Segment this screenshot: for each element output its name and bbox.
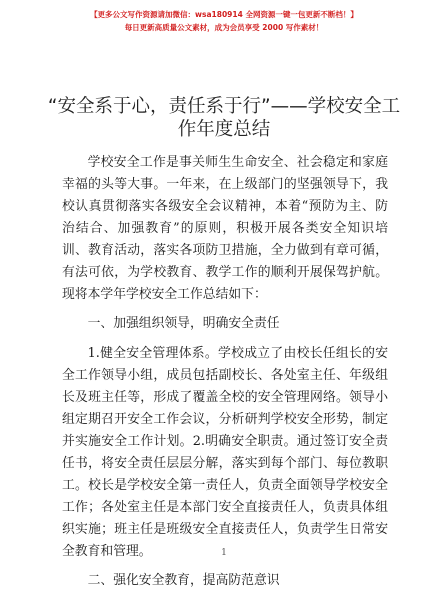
promo-banner bbox=[0, 8, 448, 34]
section-heading-1: 一、加强组织领导，明确安全责任 bbox=[87, 316, 280, 331]
promo-line-2: 每日更新高质量公文素材，成为会员享受 2000 写作素材！ bbox=[124, 23, 324, 32]
intro-paragraph: 学校安全工作是事关师生生命安全、社会稳定和家庭幸福的头等大事。一年来，在上级部门的坚强领导下，我校认真贯彻落实各级安全会议精神，本着“预防为主、防治结合、加强教育”的原则，积极开展各类安全知识培训、教育活动，落实各项防卫措施，全力做到有章可循，有法可依，为学校教育、教学工作的顺利开展保驾护航。现将本学年学校安全工作总结如下： bbox=[62, 155, 388, 302]
page-number: 1 bbox=[221, 548, 227, 558]
promo-line-1: 【更多公文写作资源请加微信：wsa180914 全网资源一键一包更新不断档！】 bbox=[90, 10, 358, 19]
section-1-paragraph: 1.健全安全管理体系。学校成立了由校长任组长的安全工作领导小组，成员包括副校长、各处室主任、年级组长及班主任等，形成了覆盖全校的安全管理网络。领导小组定期召开安全工作会议，分析研判学校安全形势，制定并实施安全工作计划。2.明确安全职责。通过签订安全责任书，将安全责任层层分解，落实到每个部门、每位教职工。校长是学校安全第一责任人，负责全面领导学校安全工作；各处室主任是本部门安全直接责任人，负责具体组织实施；班主任是班级安全直接责任人，负责学生日常安全教育和管理。 bbox=[62, 346, 388, 559]
document-body bbox=[62, 152, 388, 592]
document-title: “安全系于心，责任系于行”——学校安全工作年度总结 bbox=[47, 96, 401, 140]
section-heading-2: 二、强化安全教育，提高防范意识 bbox=[87, 573, 280, 588]
